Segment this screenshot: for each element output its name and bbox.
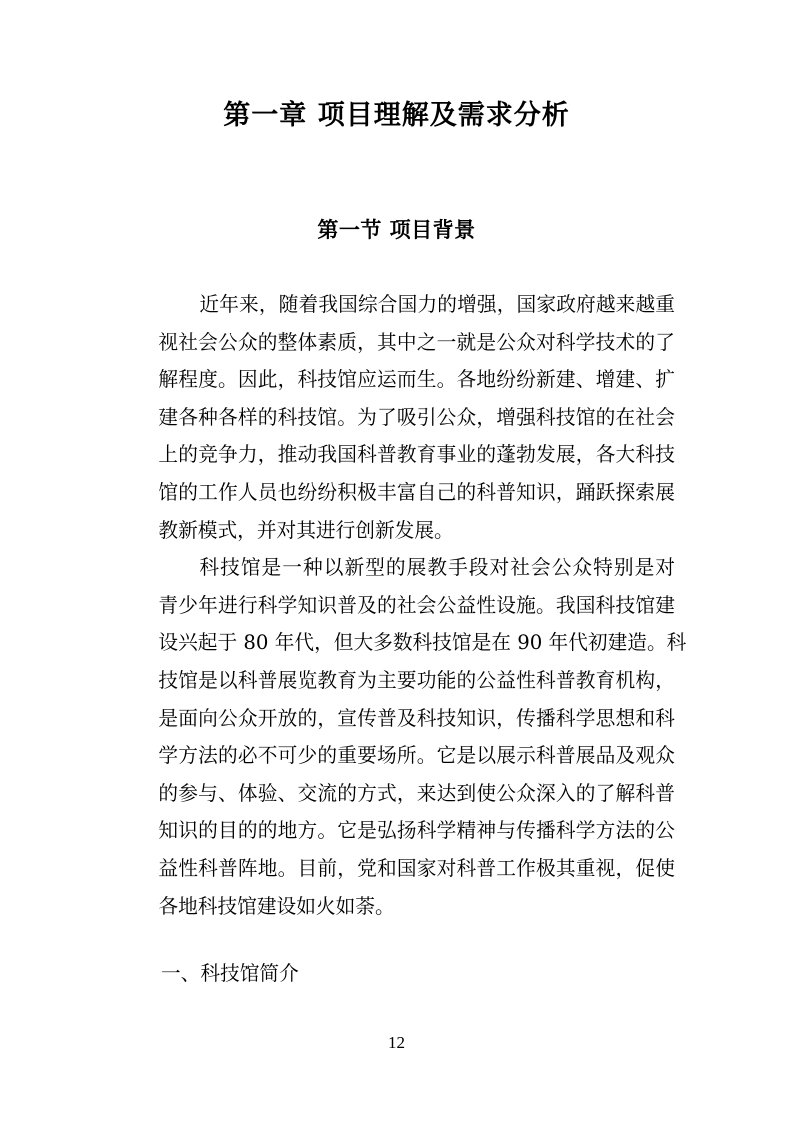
body-text xyxy=(119,286,687,925)
text-line: 馆的工作人员也纷纷积极丰富自己的科普知识，踊跃探索展 xyxy=(158,480,675,504)
text-line: 的参与、体验、交流的方式，来达到使公众深入的了解科普 xyxy=(158,781,675,805)
paragraph-2 xyxy=(119,549,687,925)
text-line: 是面向公众开放的，宣传普及科技知识，传播科学思想和科 xyxy=(158,706,675,730)
text-line: 设兴起于 80 年代，但大多数科技馆是在 90 年代初建造。科 xyxy=(158,631,687,655)
text-line: 学方法的必不可少的重要场所。它是以展示科普展品及观众 xyxy=(158,744,675,768)
text-line: 视社会公众的整体素质，其中之一就是公众对科学技术的了 xyxy=(158,330,675,354)
text-line: 上的竞争力，推动我国科普教育事业的蓬勃发展，各大科技 xyxy=(158,443,675,467)
text-line: 知识的目的的地方。它是弘扬科学精神与传播科学方法的公 xyxy=(158,819,675,843)
text-line: 教新模式，并对其进行创新发展。 xyxy=(158,518,454,542)
section-title: 第一节 项目背景 xyxy=(317,218,476,242)
chapter-title: 第一章 项目理解及需求分析 xyxy=(223,100,570,131)
text-line: 科技馆是一种以新型的展教手段对社会公众特别是对 xyxy=(199,556,675,580)
text-line: 建各种各样的科技馆。为了吸引公众，增强科技馆的在社会 xyxy=(158,405,675,429)
page-number: 12 xyxy=(388,1033,405,1052)
text-line: 解程度。因此，科技馆应运而生。各地纷纷新建、增建、扩 xyxy=(158,368,675,392)
paragraph-1 xyxy=(119,286,675,549)
text-line: 技馆是以科普展览教育为主要功能的公益性科普教育机构， xyxy=(158,668,675,692)
text-line: 各地科技馆建设如火如荼。 xyxy=(158,894,395,918)
text-line: 益性科普阵地。目前，党和国家对科普工作极其重视，促使 xyxy=(158,856,675,880)
subheading: 一、科技馆简介 xyxy=(161,962,299,985)
text-line: 近年来，随着我国综合国力的增强，国家政府越来越重 xyxy=(199,293,675,316)
text-line: 青少年进行科学知识普及的社会公益性设施。我国科技馆建 xyxy=(158,593,675,617)
